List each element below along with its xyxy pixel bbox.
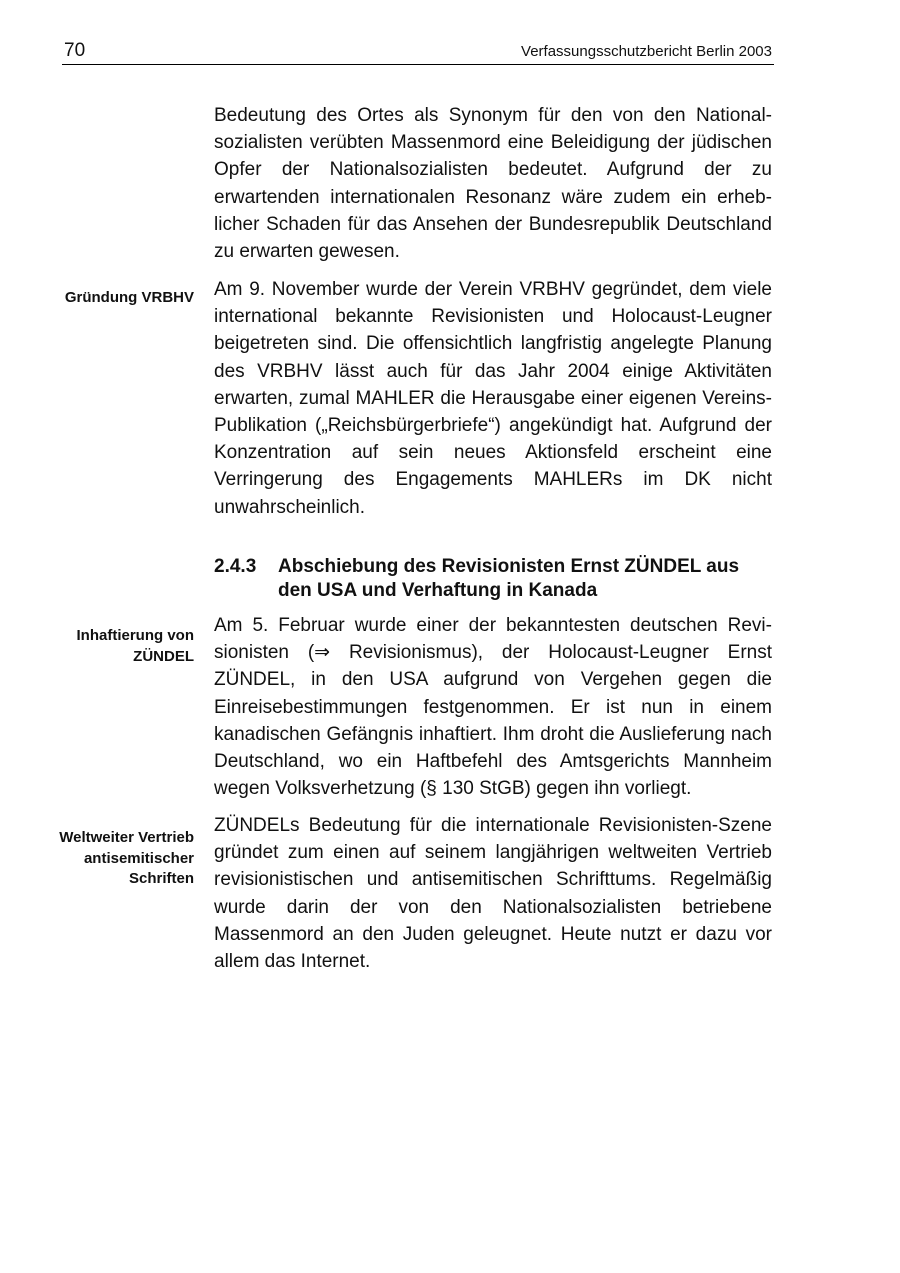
margin-note-weltweiter-vertrieb: Weltweiter Vertrieb antisemitischer Schriften <box>59 829 194 887</box>
page-header <box>62 40 774 65</box>
paragraph-1: Bedeutung des Ortes als Synonym für den von den Nationalsozialisten verübten Massenmord eine Beleidigung der jüdischen Opfer der Nationalsozialisten bedeutet. Aufgrund der zu erwartenden internationalen Resonanz wäre zudem ein erheblicher Schaden für das Ansehen der Bundesrepublik Deutschland zu erwarten gewesen. <box>214 105 772 263</box>
paragraph-4-block <box>214 812 772 975</box>
section-title: Abschiebung des Revisionisten Ernst ZÜNDEL aus den USA und Verhaftung in Kanada <box>278 556 740 601</box>
section-heading <box>214 555 772 602</box>
running-title: Verfassungsschutzbericht Berlin 2003 <box>521 43 772 60</box>
section-number: 2.4.3 <box>214 556 257 577</box>
paragraph-4: ZÜNDELs Bedeutung für die internationale Revisionisten-Szene gründet zum einen auf seinem langjährigen weltweiten Vertrieb revisionistischen und antisemitischen Schrifttums. Regelmäßig wurde darin der von den Nationalsozialisten betriebene Massenmord an den Juden geleugnet. Heute nutzt er dazu vor allem das Internet. <box>214 815 772 973</box>
paragraph-2: Am 9. November wurde der Verein VRBHV gegründet, dem viele international bekannte Revisionisten und Holocaust-Leugner beigetreten sind. Die offensichtlich langfristig angelegte Planung des VRBHV lässt auch für das Jahr 2004 einige Aktivitäten erwarten, zumal MAHLER die Herausgabe einer eigenen Vereins-Publikation („Reichsbürgerbriefe“) angekündigt hat. Aufgrund der Konzentration auf sein neues Aktionsfeld erscheint eine Verringerung des Engagements MAHLERs im DK nicht unwahrscheinlich. <box>214 279 772 518</box>
page-number: 70 <box>64 40 86 61</box>
paragraph-1-block <box>214 102 772 265</box>
paragraph-3-block <box>214 612 772 802</box>
margin-note-gruendung-vrbhv: Gründung VRBHV <box>64 289 194 306</box>
margin-note-inhaftierung: Inhaftierung von ZÜNDEL <box>76 627 194 665</box>
paragraph-2-block <box>214 276 772 521</box>
paragraph-3: Am 5. Februar wurde einer der bekanntesten deutschen Revisionisten (⇒ Revisionismus), der Holocaust-Leugner Ernst ZÜNDEL, in den USA aufgrund von Vergehen gegen die Einreisebestimmungen festgenommen. Er ist nun in einem kanadischen Gefängnis inhaftiert. Ihm droht die Auslieferung nach Deutschland, wo ein Haftbefehl des Amtsgerichts Mannheim wegen Volksverhetzung (§ 130 StGB) gegen ihn vorliegt. <box>214 615 772 800</box>
